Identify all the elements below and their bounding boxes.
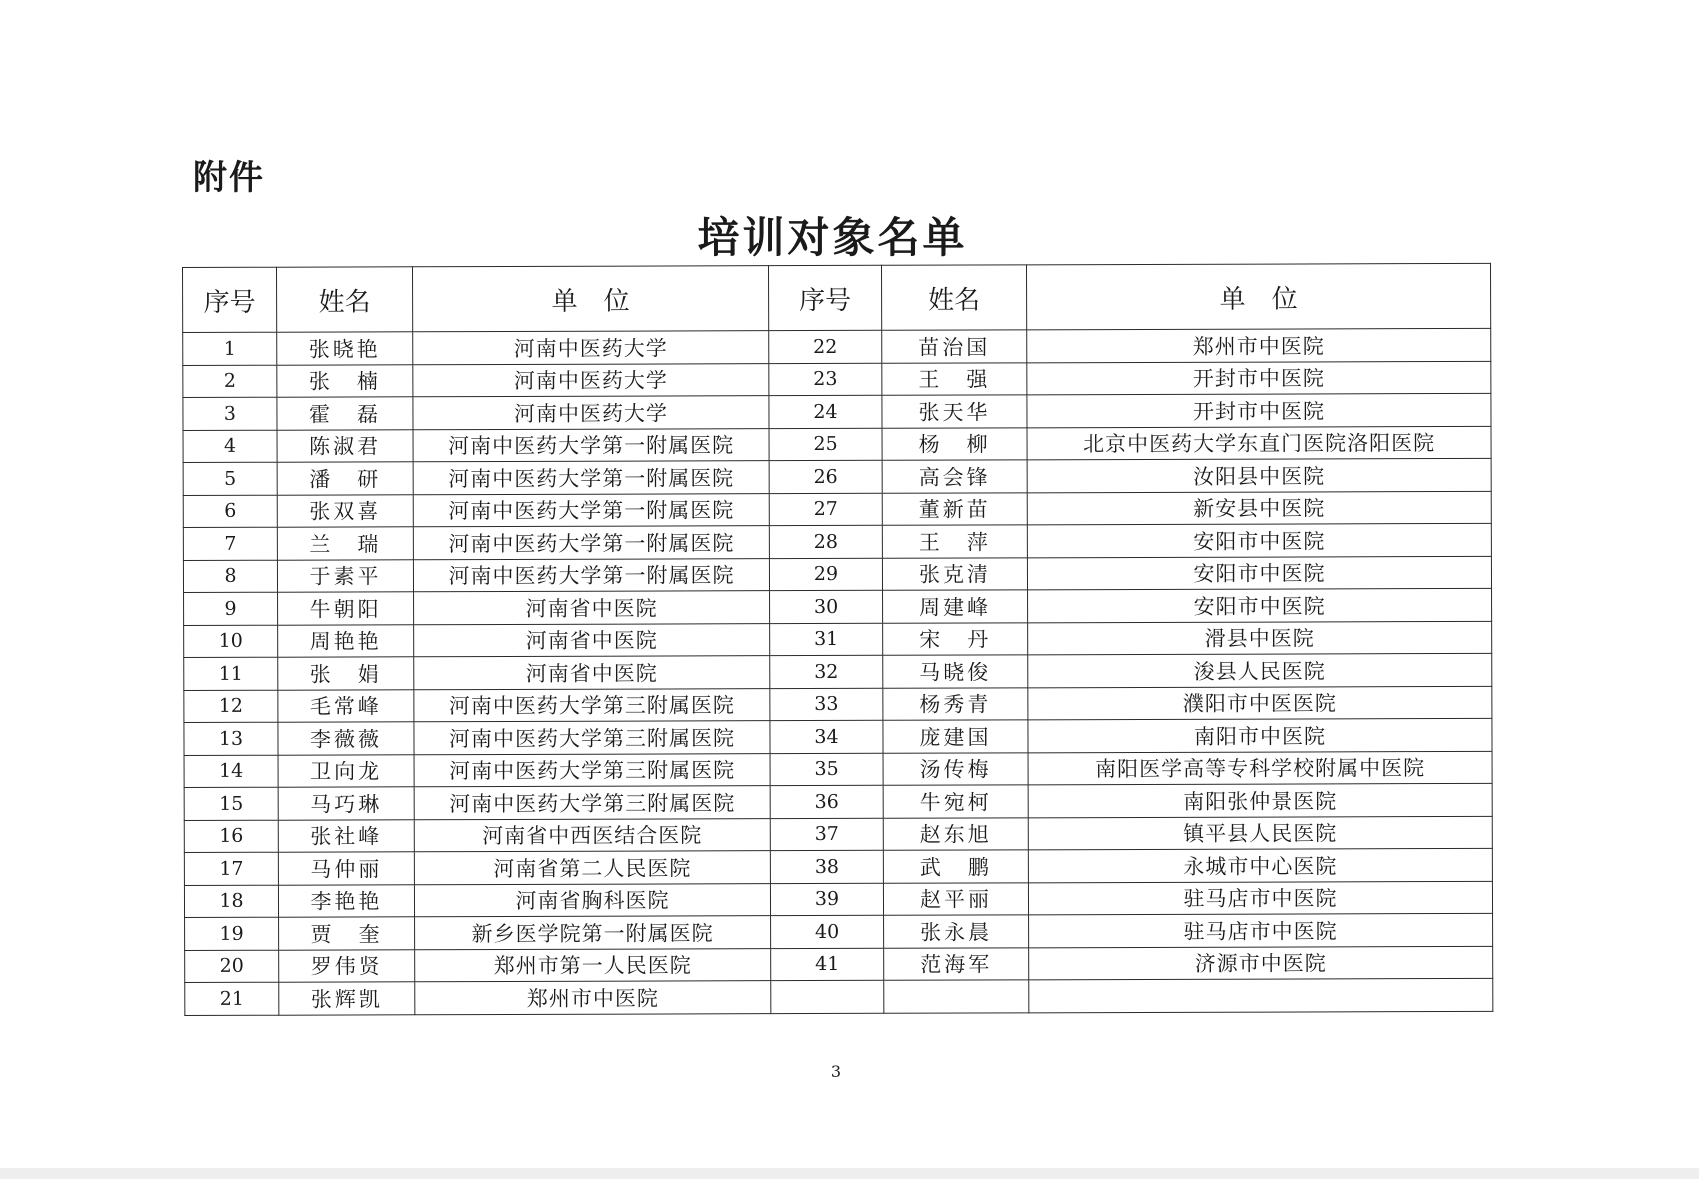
cell-unit: 永城市中心医院 [1028,848,1492,882]
cell-name: 范海军 [884,947,1029,980]
cell-name: 张 楠 [277,364,413,397]
table-row [184,718,1492,755]
cell-seq: 22 [769,330,882,363]
cell-name: 杨秀青 [883,687,1028,720]
cell-name [884,980,1029,1013]
cell-unit: 河南省中医院 [414,623,770,657]
cell-name: 赵东旭 [883,817,1028,850]
cell-unit: 南阳市中医院 [1028,718,1492,752]
cell-unit: 河南中医药大学第一附属医院 [413,526,769,560]
column-header-seq: 序号 [183,267,277,332]
table-row [185,946,1493,983]
attachment-label: 附件 [193,158,265,198]
cell-unit: 河南中医药大学第一附属医院 [413,493,769,527]
cell-name: 马晓俊 [883,655,1028,688]
cell-name: 潘 研 [277,462,413,495]
cell-name: 董新苗 [882,492,1027,525]
cell-name: 于素平 [277,559,413,592]
cell-unit: 河南省中西医结合医院 [414,818,770,852]
cell-name: 杨 柳 [882,427,1027,460]
cell-unit: 安阳市中医院 [1028,588,1492,622]
cell-unit: 河南省中医院 [414,656,770,690]
cell-name: 陈淑君 [277,429,413,462]
cell-unit: 河南中医药大学第一附属医院 [413,461,769,495]
cell-seq: 24 [769,395,882,428]
cell-name: 张晓艳 [277,332,413,365]
cell-unit: 安阳市中医院 [1027,523,1491,557]
cell-unit: 河南中医药大学 [413,331,769,365]
table-row [184,686,1492,723]
column-header-seq: 序号 [768,265,881,330]
cell-unit: 河南中医药大学第三附属医院 [414,721,770,755]
cell-seq: 28 [769,525,882,558]
table-row [185,978,1493,1015]
cell-seq: 21 [185,982,279,1015]
cell-name: 武 鹏 [883,850,1028,883]
cell-seq: 6 [183,495,277,528]
table-row [183,523,1491,560]
cell-seq [771,980,884,1013]
cell-name: 王 萍 [882,525,1027,558]
cell-unit: 滑县中医院 [1028,621,1492,655]
cell-unit: 汝阳县中医院 [1027,458,1491,492]
cell-name: 毛常峰 [278,689,414,722]
trainee-roster-table [182,263,1493,1016]
table-row [184,816,1492,853]
cell-name: 张天华 [882,395,1027,428]
cell-name: 张克清 [882,557,1027,590]
table-row [183,328,1491,365]
table-row [183,491,1491,528]
cell-unit: 河南省中医院 [414,591,770,625]
cell-name: 苗治国 [882,330,1027,363]
cell-name: 王 强 [882,362,1027,395]
table-row [183,393,1491,430]
cell-unit: 河南中医药大学第三附属医院 [414,688,770,722]
cell-name: 张永晨 [884,915,1029,948]
cell-unit: 河南中医药大学第三附属医院 [414,786,770,820]
cell-seq: 31 [770,623,883,656]
cell-name: 张辉凯 [279,982,415,1015]
cell-name: 兰 瑞 [277,527,413,560]
cell-unit: 开封市中医院 [1027,393,1491,427]
cell-unit: 开封市中医院 [1027,361,1491,395]
cell-unit: 河南中医药大学第一附属医院 [413,558,769,592]
cell-unit: 北京中医药大学东直门医院洛阳医院 [1027,426,1491,460]
cell-name: 张 娟 [278,657,414,690]
cell-seq: 20 [185,950,279,983]
table-row [184,653,1492,690]
cell-name: 周建峰 [883,590,1028,623]
cell-name: 马仲丽 [278,852,414,885]
cell-name: 马巧琳 [278,787,414,820]
cell-unit: 镇平县人民医院 [1028,816,1492,850]
cell-seq: 4 [183,430,277,463]
cell-name: 霍 磊 [277,397,413,430]
cell-unit: 河南省胸科医院 [414,883,770,917]
cell-name: 周艳艳 [278,624,414,657]
cell-unit: 新安县中医院 [1027,491,1491,525]
cell-unit: 南阳张仲景医院 [1028,783,1492,817]
cell-seq: 19 [185,917,279,950]
cell-name: 张双喜 [277,494,413,527]
table-row [184,751,1492,788]
cell-unit: 河南省第二人民医院 [414,851,770,885]
column-header-unit: 单 位 [413,266,769,332]
cell-seq: 40 [771,915,884,948]
cell-seq: 23 [769,363,882,396]
cell-seq: 12 [184,690,278,723]
cell-seq: 33 [770,688,883,721]
cell-seq: 16 [184,820,278,853]
cell-name: 罗伟贤 [279,949,415,982]
document-title: 培训对象名单 [697,213,968,262]
cell-unit: 安阳市中医院 [1027,556,1491,590]
table-row [184,621,1492,658]
cell-seq: 37 [770,818,883,851]
cell-unit: 济源市中医院 [1029,946,1493,980]
cell-name: 汤传梅 [883,752,1028,785]
cell-seq: 18 [184,885,278,918]
cell-unit: 新乡医学院第一附属医院 [415,916,771,950]
cell-name: 牛朝阳 [278,592,414,625]
table-row [183,458,1491,495]
cell-seq: 26 [769,460,882,493]
cell-unit: 濮阳市中医医院 [1028,686,1492,720]
cell-name: 卫向龙 [278,754,414,787]
cell-seq: 11 [184,657,278,690]
cell-seq: 8 [183,560,277,593]
table-row [183,556,1491,593]
cell-seq: 38 [770,850,883,883]
cell-name: 李艳艳 [278,884,414,917]
cell-seq: 15 [184,787,278,820]
cell-seq: 14 [184,755,278,788]
cell-seq: 7 [183,527,277,560]
cell-seq: 29 [769,558,882,591]
cell-unit [1029,978,1493,1012]
cell-seq: 10 [184,625,278,658]
cell-name: 张社峰 [278,819,414,852]
cell-seq: 13 [184,722,278,755]
cell-seq: 5 [183,462,277,495]
cell-seq: 9 [184,592,278,625]
cell-seq: 25 [769,428,882,461]
table-row [185,913,1493,950]
cell-seq: 1 [183,332,277,365]
cell-name: 庞建国 [883,720,1028,753]
cell-seq: 39 [770,883,883,916]
cell-seq: 35 [770,753,883,786]
cell-unit: 河南中医药大学第三附属医院 [414,753,770,787]
cell-seq: 2 [183,365,277,398]
column-header-name: 姓名 [277,267,413,332]
page-edge [0,1168,1699,1179]
cell-unit: 河南中医药大学 [413,363,769,397]
cell-seq: 27 [769,493,882,526]
column-header-unit: 单 位 [1026,263,1490,329]
page-number: 3 [830,1062,842,1081]
cell-seq: 30 [770,590,883,623]
cell-name: 赵平丽 [883,882,1028,915]
cell-unit: 浚县人民医院 [1028,653,1492,687]
table-row [184,588,1492,625]
table-header-row [183,263,1491,332]
cell-unit: 驻马店市中医院 [1028,881,1492,915]
cell-unit: 南阳医学高等专科学校附属中医院 [1028,751,1492,785]
table-row [183,426,1491,463]
cell-name: 宋 丹 [883,622,1028,655]
column-header-name: 姓名 [881,265,1026,330]
cell-unit: 驻马店市中医院 [1029,913,1493,947]
cell-unit: 郑州市第一人民医院 [415,948,771,982]
cell-unit: 河南中医药大学 [413,396,769,430]
cell-name: 贾 奎 [279,917,415,950]
cell-seq: 17 [184,852,278,885]
table-row [184,783,1492,820]
cell-seq: 41 [771,948,884,981]
cell-seq: 32 [770,655,883,688]
cell-unit: 郑州市中医院 [1027,328,1491,362]
table-row [184,848,1492,885]
cell-unit: 河南中医药大学第一附属医院 [413,428,769,462]
table-row [184,881,1492,918]
table-row [183,361,1491,398]
cell-seq: 34 [770,720,883,753]
cell-unit: 郑州市中医院 [415,981,771,1015]
cell-name: 高会锋 [882,460,1027,493]
cell-seq: 3 [183,397,277,430]
cell-name: 李薇薇 [278,722,414,755]
cell-name: 牛宛柯 [883,785,1028,818]
cell-seq: 36 [770,785,883,818]
